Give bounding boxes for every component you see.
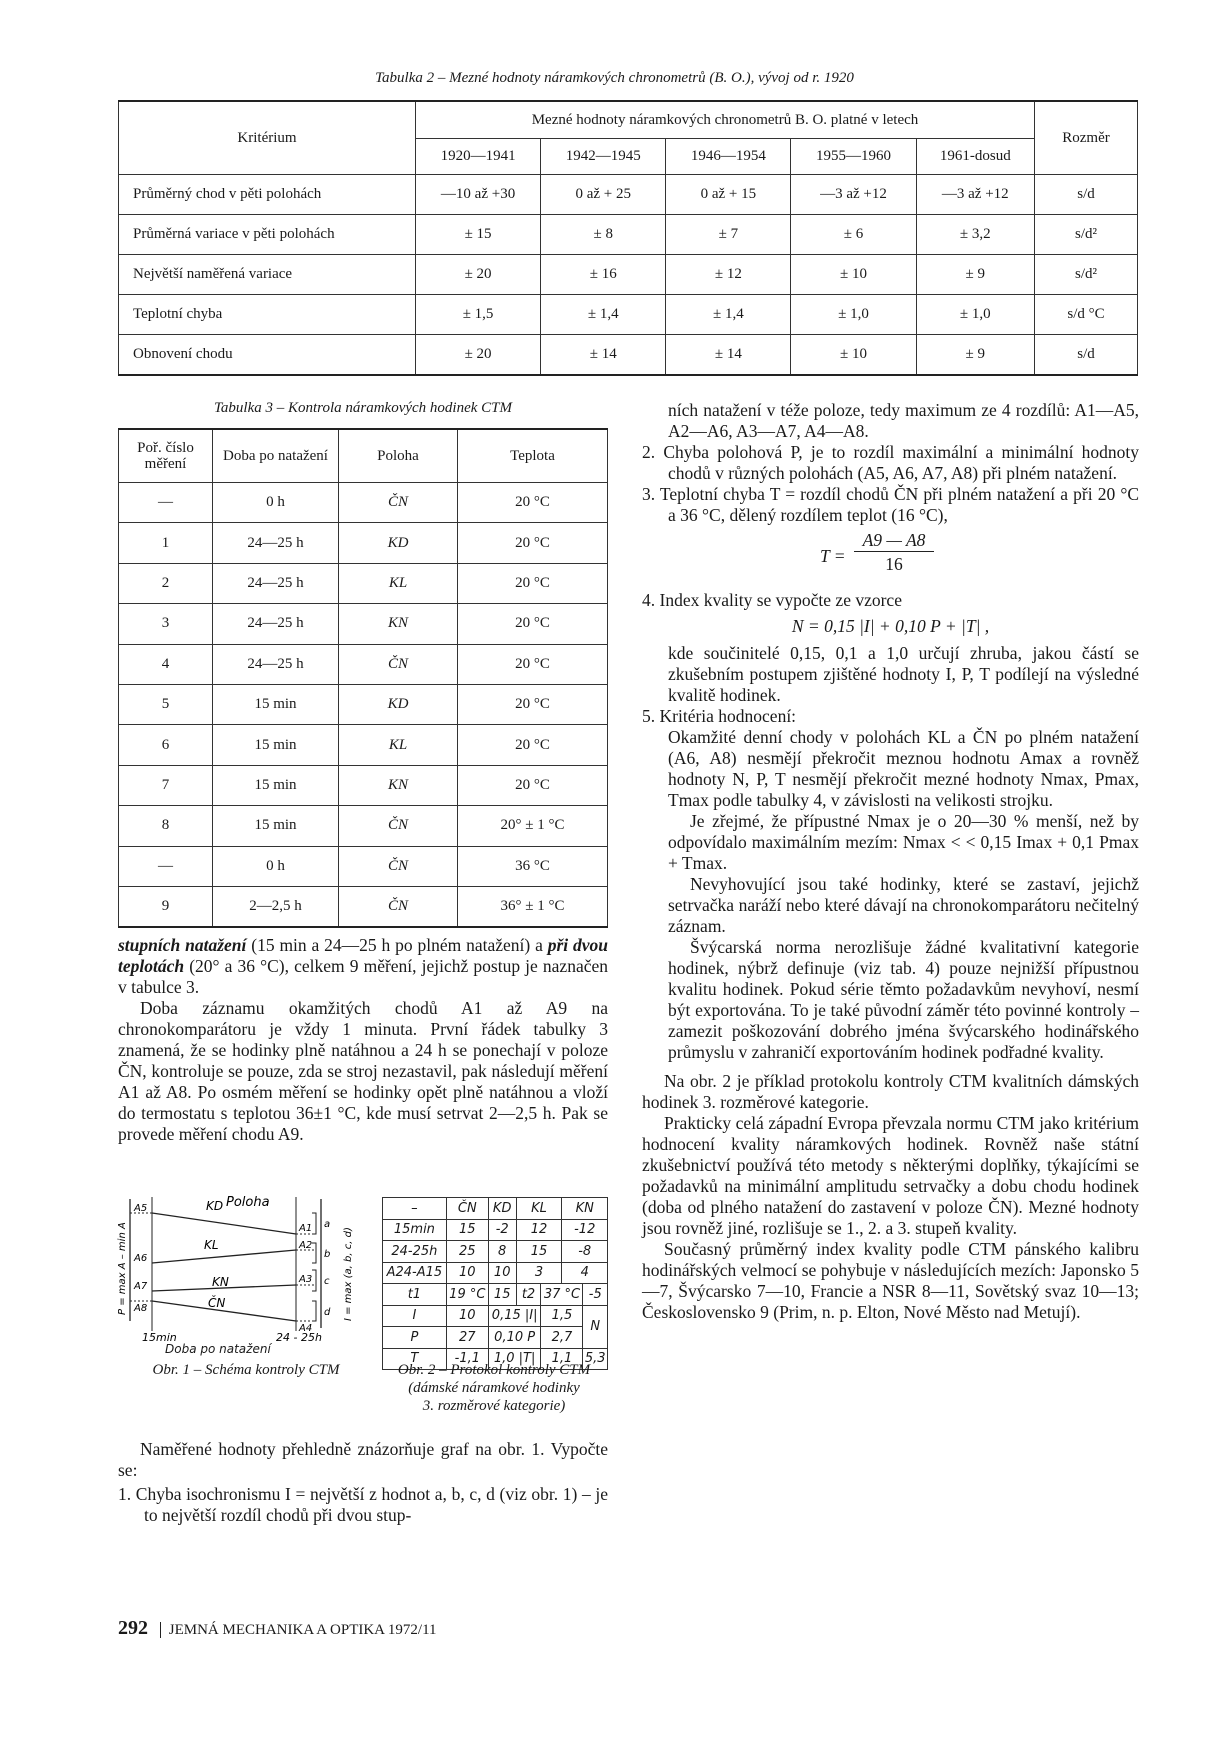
figure2-temp-row — [383, 1284, 608, 1306]
left-p1-a: (15 min a 24—25 h po plném natažení) a — [246, 935, 548, 955]
formula-t — [642, 526, 1139, 590]
table2-period-header: 1961-dosud — [916, 139, 1034, 175]
left-paragraph-2: Doba záznamu okamžitých chodů A1 až A9 na chronokomparátoru je vždy 1 minuta. První řádek tabulky 3 znamená, že se hodinky plně natáhnou a 24 h se ponechají v poloze ČN, kontroluje se pouze, zda se stroj nezastavil, pak následují měření A1 až A8. Po osmém měření se hodinky opět plně natáhnou a vloží do termostatu s teplotou 36±1 °C, kde musí setrvat 2—2,5 h. Pak se provede měření chodu A9. — [118, 998, 608, 1144]
table3-row — [119, 806, 608, 846]
table2-value: ± 8 — [541, 215, 666, 255]
figure1-label-cn: ČN — [208, 1296, 226, 1310]
figure2-protocol-table — [382, 1197, 608, 1370]
figure1-label-a1: A1 — [299, 1223, 313, 1234]
table3-cell: 9 — [119, 886, 213, 927]
figure2-cell: 10 — [488, 1262, 516, 1284]
figure2-calc-cell: 0,10 P — [488, 1327, 541, 1349]
table2-unit: s/d — [1035, 335, 1138, 376]
right-item-3: 3. Teplotní chyba T = rozdíl chodů ČN při plném natažení a při 20 °C a 36 °C, dělený rozdílem teplot (16 °C), — [642, 484, 1139, 525]
table3-row — [119, 483, 608, 523]
figure2-calc-cell: 27 — [446, 1327, 488, 1349]
table3-cell: KN — [339, 604, 458, 644]
figure2-caption — [374, 1361, 614, 1415]
figure2-cell: 3 — [516, 1262, 562, 1284]
table3-cell: 20 °C — [458, 644, 608, 684]
figure2-cell: 25 — [446, 1241, 488, 1263]
table3 — [118, 428, 608, 928]
emphasis-stupnich: stupních natažení — [118, 935, 247, 955]
table3-cell: 15 min — [213, 725, 339, 765]
table3-cell: ČN — [339, 483, 458, 523]
figure2-calc-cell: 1,1 — [541, 1348, 583, 1370]
figure1-x-right: 24 - 25h — [276, 1331, 322, 1343]
figure2-caption-line1: Obr. 2 – Protokol kontroly CTM — [397, 1362, 591, 1378]
table3-cell: ČN — [339, 806, 458, 846]
table3-row — [119, 523, 608, 563]
formula-t-lhs: T = — [820, 546, 846, 566]
table2-period-header: 1955—1960 — [791, 139, 916, 175]
left-item-1: 1. Chyba isochronismu I = největší z hodnot a, b, c, d (viz obr. 1) – je to největší rozdíl chodů při dvou stup- — [118, 1484, 608, 1525]
table3-cell: 24—25 h — [213, 563, 339, 603]
table3-row — [119, 765, 608, 805]
table3-cell: 4 — [119, 644, 213, 684]
right-item-2: 2. Chyba polohová P, je to rozdíl maximální a minimální hodnoty chodů v různých polohách (A5, A6, A7, A8) při plném natažení. — [642, 442, 1139, 483]
figure2-header-cell: ČN — [446, 1198, 488, 1220]
table2-unit: s/d °C — [1035, 295, 1138, 335]
table3-cell: 36 °C — [458, 846, 608, 886]
table2-criterion: Obnovení chodu — [119, 335, 416, 376]
table3-cell: ČN — [339, 846, 458, 886]
left-bottom-text — [118, 1439, 608, 1526]
right-item-5: 5. Kritéria hodnocení: — [642, 706, 797, 726]
table2-period-header: 1920—1941 — [416, 139, 541, 175]
table3-cell: KN — [339, 765, 458, 805]
table3-cell: 24—25 h — [213, 523, 339, 563]
table2-criterion: Teplotní chyba — [119, 295, 416, 335]
figure2-row — [383, 1219, 608, 1241]
figure1-label-c: c — [324, 1276, 330, 1287]
table2-row — [119, 175, 1138, 215]
table3-cell: 8 — [119, 806, 213, 846]
figure2-calc-cell: I — [383, 1305, 447, 1327]
table3-header-number: Poř. číslo měření — [119, 429, 213, 483]
figure2-header-cell: – — [383, 1198, 447, 1220]
table2-value: ± 9 — [916, 335, 1034, 376]
figure1-brackets — [312, 1213, 316, 1321]
figure2-temp-cell: t2 — [516, 1284, 541, 1306]
formula-t-denominator: 16 — [885, 554, 903, 574]
table2-value: ± 1,0 — [791, 295, 916, 335]
figure2-calc-cell: 2,7 — [541, 1327, 583, 1349]
table3-row — [119, 684, 608, 724]
table3-row — [119, 644, 608, 684]
table2-period-header: 1942—1945 — [541, 139, 666, 175]
table2 — [118, 100, 1138, 376]
table3-cell: 3 — [119, 604, 213, 644]
figure2-cell: -12 — [562, 1219, 608, 1241]
right-criteria-b: Je zřejmé, že přípustné Nmax je o 20—30 % menší, než by odpovídalo maximálním mezím: Nmax < < 0,15 Imax + 0,1 Pmax + Tmax. — [668, 811, 1139, 873]
figure2-temp-cell: -5 — [583, 1284, 608, 1306]
right-paragraph-8: Současný průměrný index kvality podle CTM pánského kalibru hodinářských velmocí se pohybuje v následujících mezích: Japonsko 5—7, Švýcarsko 7—10, Francie a NSR 8—11, Sovětský svaz 10—13; Československo 9 (Prim, n. p. Elton, Nové Město nad Metují). — [642, 1239, 1139, 1322]
table3-cell: — — [119, 846, 213, 886]
table2-value: ± 1,5 — [416, 295, 541, 335]
right-paragraph-6: Na obr. 2 je příklad protokolu kontroly CTM kvalitních dámských hodinek 3. rozměrové kategorie. — [642, 1071, 1139, 1112]
table3-header-position: Poloha — [339, 429, 458, 483]
table2-value: ± 1,0 — [916, 295, 1034, 335]
table3-cell: ČN — [339, 886, 458, 927]
figure2-cell: 10 — [446, 1262, 488, 1284]
table3-cell: 24—25 h — [213, 644, 339, 684]
figure2-row — [383, 1262, 608, 1284]
table3-cell: 36° ± 1 °C — [458, 886, 608, 927]
table3-cell: 20 °C — [458, 725, 608, 765]
figure1-x-left: 15min — [142, 1331, 177, 1343]
table2-row — [119, 255, 1138, 295]
figure2-cell: -2 — [488, 1219, 516, 1241]
table2-value: ± 10 — [791, 255, 916, 295]
table3-cell: 15 min — [213, 765, 339, 805]
left-p1-b: (20° a 36 °C), celkem 9 měření, jejichž postup je naznačen v tabulce 3. — [118, 956, 608, 997]
figure1-title: Poloha — [226, 1195, 270, 1210]
figure1-label-a8: A8 — [134, 1303, 148, 1314]
right-paragraph-7: Prakticky celá západní Evropa převzala normu CTM jako kritérium hodnocení kvality náramkových hodinek. Rovněž naše státní zkušebnictví používá této metody s některými doplňky, týkajícími se požadavků na minimální amplitudu setrvačky a dobu chodu hodinek (doba od plného natažení do zastavení v poloze ČN). Mezné hodnoty jsou rovněž jiné, rozlišuje se 1., 2. a 3. stupeň kvality. — [642, 1113, 1139, 1238]
figure2-cell: 15min — [383, 1219, 447, 1241]
table3-row — [119, 725, 608, 765]
table3-header-time: Doba po natažení — [213, 429, 339, 483]
page-footer — [118, 1617, 437, 1640]
figure2-n-value: 5,3 — [583, 1348, 608, 1370]
left-column-text — [118, 935, 608, 1145]
table3-row — [119, 563, 608, 603]
right-column-text — [642, 400, 1139, 1323]
journal-name: JEMNÁ MECHANIKA A OPTIKA 1972/11 — [168, 1622, 437, 1638]
table2-value: ± 20 — [416, 255, 541, 295]
table2-value: ± 12 — [666, 255, 791, 295]
figure2-row — [383, 1241, 608, 1263]
table2-value: —10 až +30 — [416, 175, 541, 215]
table2-unit-header: Rozměr — [1035, 101, 1138, 175]
right-criteria-c: Nevyhovující jsou také hodinky, které se zastaví, jejichž setrvačka naráží nebo které dávají na chronokomparátoru nečitelný záznam. — [668, 874, 1139, 936]
figure1-left-axis-label: P = max A – min A — [117, 1222, 128, 1315]
figure2-cell: 12 — [516, 1219, 562, 1241]
figure2-temp-cell: 19 °C — [446, 1284, 488, 1306]
figure2-calc-cell: P — [383, 1327, 447, 1349]
table3-cell: 6 — [119, 725, 213, 765]
table3-caption: Tabulka 3 – Kontrola náramkových hodinek CTM — [213, 400, 513, 416]
table3-cell: 15 min — [213, 684, 339, 724]
figure1-label-a6: A6 — [134, 1253, 148, 1264]
table3-cell: 7 — [119, 765, 213, 805]
figure2-calc-cell: T — [383, 1348, 447, 1370]
table2-value: ± 1,4 — [666, 295, 791, 335]
figure2-calc-row — [383, 1327, 608, 1349]
figure1-diagram — [116, 1193, 376, 1343]
table2-row — [119, 295, 1138, 335]
table3-cell: 20 °C — [458, 684, 608, 724]
table2-value: ± 9 — [916, 255, 1034, 295]
figure1-label-a3: A3 — [299, 1274, 313, 1285]
table3-cell: ČN — [339, 644, 458, 684]
table2-unit: s/d² — [1035, 215, 1138, 255]
right-criteria-d: Švýcarská norma nerozlišuje žádné kvalitativní kategorie hodinek, nýbrž definuje (viz tab. 4) pouze nejnižší přípustnou kvalitu hodinek. Pokud série těmto požadavkům nevyhoví, nesmí být exportována. To je také původní záměr této povinné kontroly – zamezit poškozování dobrého jména švýcarského hodinářského průmyslu v zahraničí exportováním hodinek podřadné kvality. — [668, 937, 1139, 1062]
table2-unit: s/d — [1035, 175, 1138, 215]
table3-cell: 24—25 h — [213, 604, 339, 644]
figure1-label-a2: A2 — [299, 1240, 313, 1251]
figure1-caption: Obr. 1 – Schéma kontroly CTM — [152, 1362, 340, 1378]
table3-row — [119, 604, 608, 644]
figure2-temp-cell: 15 — [488, 1284, 516, 1306]
table2-value: ± 14 — [666, 335, 791, 376]
table3-cell: 20 °C — [458, 483, 608, 523]
table3-cell: KL — [339, 725, 458, 765]
table2-value: ± 1,4 — [541, 295, 666, 335]
table3-cell: 20 °C — [458, 765, 608, 805]
table2-value: ± 20 — [416, 335, 541, 376]
figure2-caption-line3: 3. rozměrové kategorie) — [422, 1398, 566, 1414]
figure2-calc-cell: 10 — [446, 1305, 488, 1327]
table2-value: 0 až + 15 — [666, 175, 791, 215]
table2-value: —3 až +12 — [916, 175, 1034, 215]
figure2-cell: 15 — [516, 1241, 562, 1263]
figure1-label-d: d — [324, 1307, 331, 1318]
table2-value: ± 15 — [416, 215, 541, 255]
footer-divider — [160, 1622, 161, 1638]
figure2-header-cell: KD — [488, 1198, 516, 1220]
right-continuation: ních natažení v téže poloze, tedy maximum ze 4 rozdílů: A1—A5, A2—A6, A3—A7, A4—A8. — [668, 400, 1139, 441]
figure1-label-b: b — [324, 1249, 331, 1260]
figure2-cell: A24-A15 — [383, 1262, 447, 1284]
figure1-x-title: Doba po natažení — [165, 1342, 271, 1356]
figure1-label-a7: A7 — [134, 1281, 148, 1292]
table2-caption: Tabulka 2 – Mezné hodnoty náramkových chronometrů (B. O.), vývoj od r. 1920 — [375, 70, 854, 86]
figure1-right-axis-label: I = max (a, b, c, d) — [343, 1227, 354, 1321]
table3-row — [119, 846, 608, 886]
table2-value: 0 až + 25 — [541, 175, 666, 215]
table2-period-header: 1946—1954 — [666, 139, 791, 175]
figure2-cell: 24-25h — [383, 1241, 447, 1263]
emphasis-teplotach: při dvou teplotách — [118, 935, 608, 976]
table3-cell: 2—2,5 h — [213, 886, 339, 927]
figure1-label-kd: KD — [206, 1199, 224, 1213]
figure2-cell: 4 — [562, 1262, 608, 1284]
figure2-cell: -8 — [562, 1241, 608, 1263]
table3-header-temperature: Teplota — [458, 429, 608, 483]
table2-value: ± 6 — [791, 215, 916, 255]
figure2-n-label: N — [583, 1305, 608, 1348]
figure1-label-kl: KL — [204, 1238, 219, 1252]
figure1-label-kn: KN — [212, 1275, 229, 1289]
table2-value: ± 16 — [541, 255, 666, 295]
right-coefficients: kde součinitelé 0,15, 0,1 a 1,0 určují zhruba, jakou částí se zkušebním postupem zjištěné hodnoty I, P, T podílejí na výsledné kvalitě hodinek. — [668, 643, 1139, 705]
table2-unit: s/d² — [1035, 255, 1138, 295]
table3-cell: 15 min — [213, 806, 339, 846]
table2-value: —3 až +12 — [791, 175, 916, 215]
table2-criterion: Průměrný chod v pěti polohách — [119, 175, 416, 215]
table2-row — [119, 215, 1138, 255]
table2-criterion-header: Kritérium — [119, 101, 416, 175]
figure1-label-a: a — [324, 1219, 331, 1230]
figure2-caption-line2: (dámské náramkové hodinky — [408, 1380, 580, 1396]
figure1-line-kd — [152, 1213, 296, 1234]
table2-value: ± 14 — [541, 335, 666, 376]
table3-cell: 20 °C — [458, 563, 608, 603]
figure2-temp-cell: t1 — [383, 1284, 447, 1306]
table3-cell: KD — [339, 684, 458, 724]
table3-cell: 20° ± 1 °C — [458, 806, 608, 846]
figure1-label-a5: A5 — [134, 1203, 148, 1214]
left-paragraph-3: Naměřené hodnoty přehledně znázorňuje graf na obr. 1. Vypočte se: — [118, 1439, 608, 1480]
table3-cell: 5 — [119, 684, 213, 724]
figure1-label-a4: A4 — [299, 1323, 313, 1334]
figure2-header-cell: KN — [562, 1198, 608, 1220]
figure2-cell: 8 — [488, 1241, 516, 1263]
page-number: 292 — [118, 1617, 148, 1639]
figure2-calc-cell: 1,5 — [541, 1305, 583, 1327]
table2-criterion: Největší naměřená variace — [119, 255, 416, 295]
right-criteria-a: Okamžité denní chody v polohách KL a ČN po plném natažení (A6, A8) nesmějí překročit meznou hodnotu Amax a rovněž hodnoty N, P, T nesmějí překročit mezné hodnoty Nmax, Pmax, Tmax podle tabulky 4, v závislosti na velikosti strojku. — [668, 727, 1139, 810]
table3-cell: 20 °C — [458, 604, 608, 644]
figure2-calc-row — [383, 1305, 608, 1327]
figure2-cell: 15 — [446, 1219, 488, 1241]
table3-cell: 0 h — [213, 483, 339, 523]
table3-cell: 20 °C — [458, 523, 608, 563]
figure1-line-kl — [152, 1250, 296, 1263]
right-item-4: 4. Index kvality se vypočte ze vzorce — [642, 590, 902, 610]
table2-row — [119, 335, 1138, 376]
table3-row — [119, 886, 608, 927]
figure2-calc-cell: -1,1 — [446, 1348, 488, 1370]
table2-value: ± 7 — [666, 215, 791, 255]
table2-value: ± 3,2 — [916, 215, 1034, 255]
figure2-temp-cell: 37 °C — [541, 1284, 583, 1306]
table2-group-header: Mezné hodnoty náramkových chronometrů B. O. platné v letech — [416, 101, 1035, 139]
table3-cell: — — [119, 483, 213, 523]
figure2-calc-cell: 1,0 |T| — [488, 1348, 541, 1370]
table2-criterion: Průměrná variace v pěti polohách — [119, 215, 416, 255]
table3-cell: 2 — [119, 563, 213, 603]
table3-cell: KL — [339, 563, 458, 603]
table3-cell: KD — [339, 523, 458, 563]
figure2-header-row — [383, 1198, 608, 1220]
figure2-calc-cell: 0,15 |I| — [488, 1305, 541, 1327]
table2-value: ± 10 — [791, 335, 916, 376]
table3-cell: 0 h — [213, 846, 339, 886]
figure2-header-cell: KL — [516, 1198, 562, 1220]
formula-t-numerator: A9 — A8 — [854, 530, 934, 552]
formula-n: N = 0,15 |I| + 0,10 P + |T| , — [791, 616, 990, 636]
table3-cell: 1 — [119, 523, 213, 563]
